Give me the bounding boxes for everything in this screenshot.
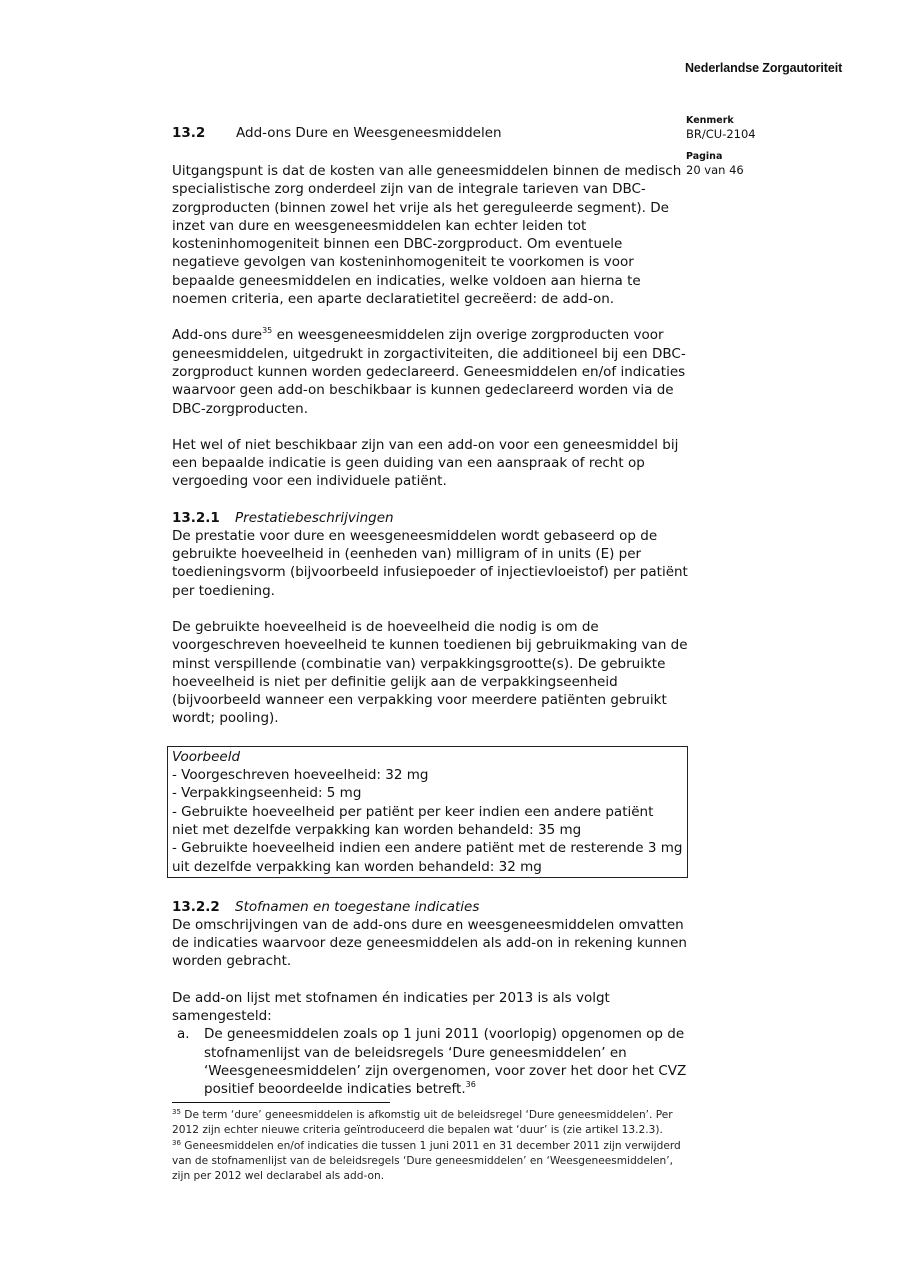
- paragraph-availability: Het wel of niet beschikbaar zijn van een add-on voor een geneesmiddel bij een bepaalde indicatie is geen duiding van een aanspraak of recht op vergoeding voor een individuele patiënt.: [172, 436, 679, 490]
- list-item-text: [204, 1025, 692, 1098]
- paragraph-prestatie: De prestatie voor dure en weesgeneesmiddelen wordt gebaseerd op de gebruikte hoeveelheid in (eenheden van) milligram of in units (E) per toedieningsvorm (bijvoorbeeld infusiepoeder of injectievloeistof) per patiënt per toediening.: [172, 527, 688, 599]
- footnote-ref-35[interactable]: 35: [262, 326, 273, 336]
- example-line: - Gebruikte hoeveelheid per patiënt per keer indien een andere patiënt niet met dezelfde verpakking kan worden behandeld: 35 mg: [172, 803, 654, 838]
- footnote-divider: [172, 1102, 390, 1103]
- example-box: [167, 746, 688, 878]
- composition-list: [172, 1025, 692, 1098]
- paragraph-addon-lijst: De add-on lijst met stofnamen én indicaties per 2013 is als volgt samengesteld:: [172, 989, 610, 1024]
- pagina-block: [686, 151, 744, 177]
- footnote-text: De term ‘dure’ geneesmiddelen is afkomstig uit de beleidsregel ‘Dure geneesmiddelen’. Per 2012 zijn echter nieuwe criteria geïntroduceerd die bepalen wat ‘duur’ is (zie artikel 13.2.3).: [172, 1109, 673, 1137]
- subsection-title-2: Stofnamen en toegestane indicaties: [235, 898, 480, 915]
- list-item-body: De geneesmiddelen zoals op 1 juni 2011 (voorlopig) opgenomen op de stofnamenlijst van de beleidsregels ‘Dure geneesmiddelen’ en ‘Weesgeneesmiddelen’ zijn overgenomen, voor zover het door het CVZ positief beoordeelde indicaties betreft.: [204, 1026, 687, 1098]
- list-marker: a.: [177, 1026, 190, 1043]
- footnote-text: Geneesmiddelen en/of indicaties die tussen 1 juni 2011 en 31 december 2011 zijn verwijderd van de stofnamenlijst van de beleidsregels ‘Dure geneesmiddelen’ en ‘Weesgeneesmiddelen’, zijn per 2012 wel declarabel als add-on.: [172, 1139, 681, 1183]
- footnote-36: [172, 1139, 692, 1185]
- paragraph-addons-start: Add-ons dure: [172, 327, 263, 344]
- footnote-35: [172, 1108, 692, 1139]
- footnote-number: 35: [172, 1108, 181, 1116]
- document-body: [172, 124, 692, 1098]
- example-line: - Voorgeschreven hoeveelheid: 32 mg: [172, 767, 429, 784]
- subsection-number-1: 13.2.1: [172, 509, 220, 526]
- section-number: 13.2: [172, 125, 206, 141]
- subsection-heading-2: [172, 898, 692, 916]
- paragraph-addons: [172, 326, 692, 417]
- footnote-number: 36: [172, 1138, 181, 1147]
- paragraph-addons-rest: en weesgeneesmiddelen zijn overige zorgproducten voor geneesmiddelen, uitgedrukt in zorgactiviteiten, die additioneel bij een DBC-zorgproduct kunnen worden gedeclareerd. Geneesmiddelen en/of indicaties waarvoor geen add-on beschikbaar is kunnen gedeclareerd worden via de DBC-zorgproducten.: [172, 327, 686, 417]
- subsection-heading-1: [172, 509, 692, 527]
- section-heading: [172, 124, 692, 142]
- example-line: - Verpakkingseenheid: 5 mg: [172, 785, 362, 802]
- kenmerk-value: BR/CU-2104: [686, 127, 756, 141]
- pagina-value: 20 van 46: [686, 163, 744, 177]
- paragraph-intro: Uitgangspunt is dat de kosten van alle geneesmiddelen binnen de medisch specialistische zorg onderdeel zijn van de integrale tarieven van DBC-zorgproducten (binnen zowel het vrije als het gereguleerde segment). De inzet van dure en weesgeneesmiddelen kan echter leiden tot kosteninhomogeniteit binnen een DBC-zorgproduct. Om eventuele negatieve gevolgen van kosteninhomogeniteit te voorkomen is voor bepaalde geneesmiddelen en indicaties, welke voldoen aan hierna te noemen criteria, een aparte declaratietitel gecreëerd: de add-on.: [172, 163, 682, 308]
- subsection-title-1: Prestatiebeschrijvingen: [235, 509, 394, 526]
- section-title: Add-ons Dure en Weesgeneesmiddelen: [236, 125, 502, 141]
- footnotes: [172, 1108, 692, 1184]
- paragraph-gebruikte-hoeveelheid: De gebruikte hoeveelheid is de hoeveelheid die nodig is om de voorgeschreven hoeveelheid te kunnen toedienen bij gebruikmaking van de minst verspillende (combinatie van) verpakkingsgrootte(s). De gebruikte hoeveelheid is niet per definitie gelijk aan de verpakkingseenheid (bijvoorbeeld wanneer een verpakking voor meerdere patiënten gebruikt wordt; pooling).: [172, 618, 688, 727]
- example-title: Voorbeeld: [172, 748, 241, 765]
- organization-name: Nederlandse Zorgautoriteit: [685, 61, 843, 75]
- paragraph-omschrijvingen: De omschrijvingen van de add-ons dure en weesgeneesmiddelen omvatten de indicaties waarvoor deze geneesmiddelen als add-on in rekening kunnen worden gebracht.: [172, 916, 687, 970]
- example-line: - Gebruikte hoeveelheid indien een andere patiënt met de resterende 3 mg uit dezelfde verpakking kan worden behandeld: 32 mg: [172, 840, 683, 875]
- kenmerk-label: Kenmerk: [686, 115, 734, 126]
- pagina-label: Pagina: [686, 151, 723, 162]
- list-item: [172, 1025, 692, 1098]
- kenmerk-block: [686, 115, 756, 141]
- subsection-number-2: 13.2.2: [172, 898, 220, 915]
- footnote-ref-36[interactable]: 36: [465, 1080, 476, 1090]
